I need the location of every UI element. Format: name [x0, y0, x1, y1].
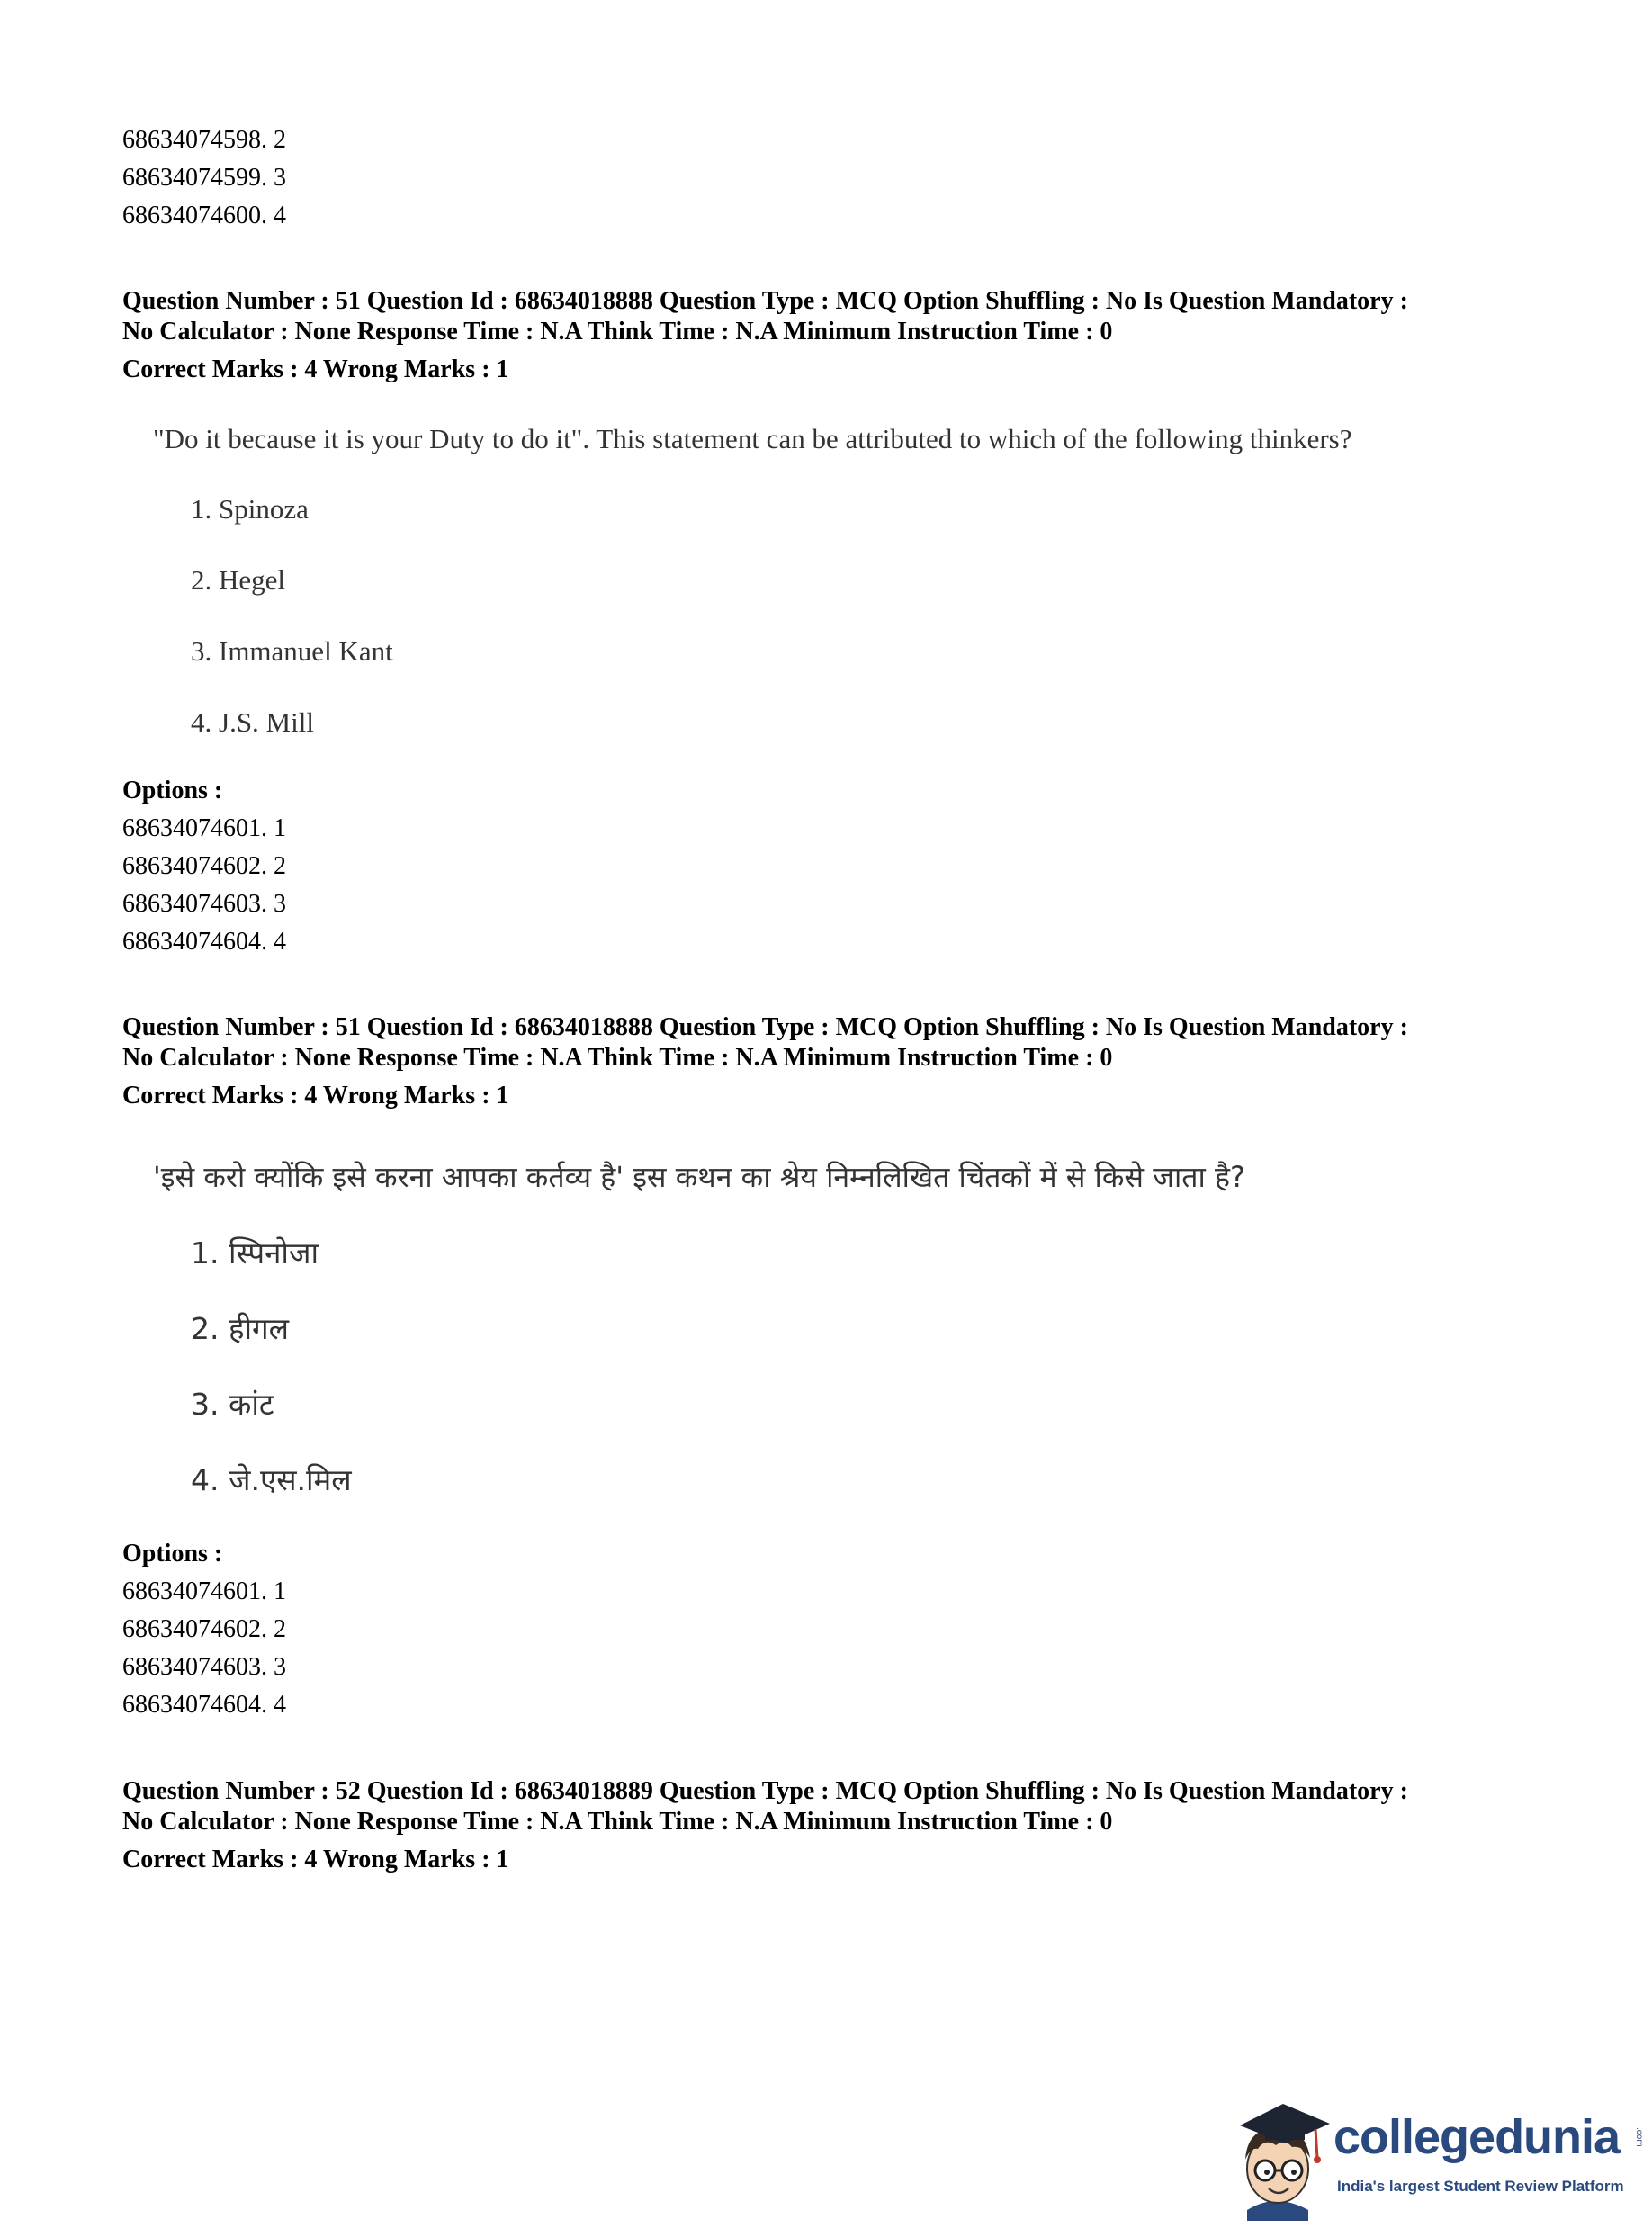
option-line: 68634074601. 1: [122, 814, 286, 842]
question-meta-line-2: No Calculator : None Response Time : N.A Think Time : N.A Minimum Instruction Time : 0: [122, 1808, 1113, 1836]
options-label: Options :: [122, 777, 223, 804]
option-line: 68634074598. 2: [122, 126, 286, 154]
question-marks: Correct Marks : 4 Wrong Marks : 1: [122, 1846, 509, 1873]
question-marks: Correct Marks : 4 Wrong Marks : 1: [122, 1082, 509, 1110]
option-line: 68634074602. 2: [122, 1615, 286, 1643]
mascot-icon: [1222, 2095, 1334, 2221]
question-choice: 3. Immanuel Kant: [191, 635, 393, 667]
question-choice: 1. Spinoza: [191, 493, 309, 525]
option-line: 68634074602. 2: [122, 852, 286, 880]
question-choice: 2. Hegel: [191, 564, 286, 596]
option-line: 68634074601. 1: [122, 1577, 286, 1605]
option-line: 68634074599. 3: [122, 164, 286, 192]
logo-dot-com: .com: [1634, 2127, 1644, 2147]
logo-wordmark: collegedunia: [1333, 2110, 1621, 2164]
logo-tagline: India's largest Student Review Platform: [1337, 2178, 1624, 2195]
question-meta-line-2: No Calculator : None Response Time : N.A Think Time : N.A Minimum Instruction Time : 0: [122, 1044, 1113, 1072]
collegedunia-logo: [1222, 2095, 1645, 2221]
question-text: 'इसे करो क्योंकि इसे करना आपका कर्तव्य है' इस कथन का श्रेय निम्नलिखित चिंतकों में से किसे जाता है?: [153, 1160, 1245, 1194]
question-choice: 1. स्पिनोजा: [191, 1235, 319, 1271]
question-meta-line-1: Question Number : 51 Question Id : 68634018888 Question Type : MCQ Option Shuffling : No Is Question Mandatory :: [122, 1013, 1408, 1041]
option-line: 68634074604. 4: [122, 1691, 286, 1719]
question-choice: 4. J.S. Mill: [191, 706, 314, 738]
question-marks: Correct Marks : 4 Wrong Marks : 1: [122, 355, 509, 383]
question-text: "Do it because it is your Duty to do it". This statement can be attributed to which of the following thinkers?: [153, 423, 1352, 454]
option-line: 68634074600. 4: [122, 202, 286, 229]
question-meta-line-2: No Calculator : None Response Time : N.A Think Time : N.A Minimum Instruction Time : 0: [122, 318, 1113, 346]
option-line: 68634074603. 3: [122, 890, 286, 918]
question-meta-line-1: Question Number : 51 Question Id : 68634018888 Question Type : MCQ Option Shuffling : No Is Question Mandatory :: [122, 287, 1408, 315]
options-label: Options :: [122, 1540, 223, 1568]
question-meta-line-1: Question Number : 52 Question Id : 68634018889 Question Type : MCQ Option Shuffling : No Is Question Mandatory :: [122, 1777, 1408, 1805]
option-line: 68634074603. 3: [122, 1653, 286, 1681]
question-choice: 4. जे.एस.मिल: [191, 1462, 352, 1497]
option-line: 68634074604. 4: [122, 928, 286, 956]
question-choice: 3. कांट: [191, 1387, 274, 1422]
question-choice: 2. हीगल: [191, 1311, 289, 1346]
